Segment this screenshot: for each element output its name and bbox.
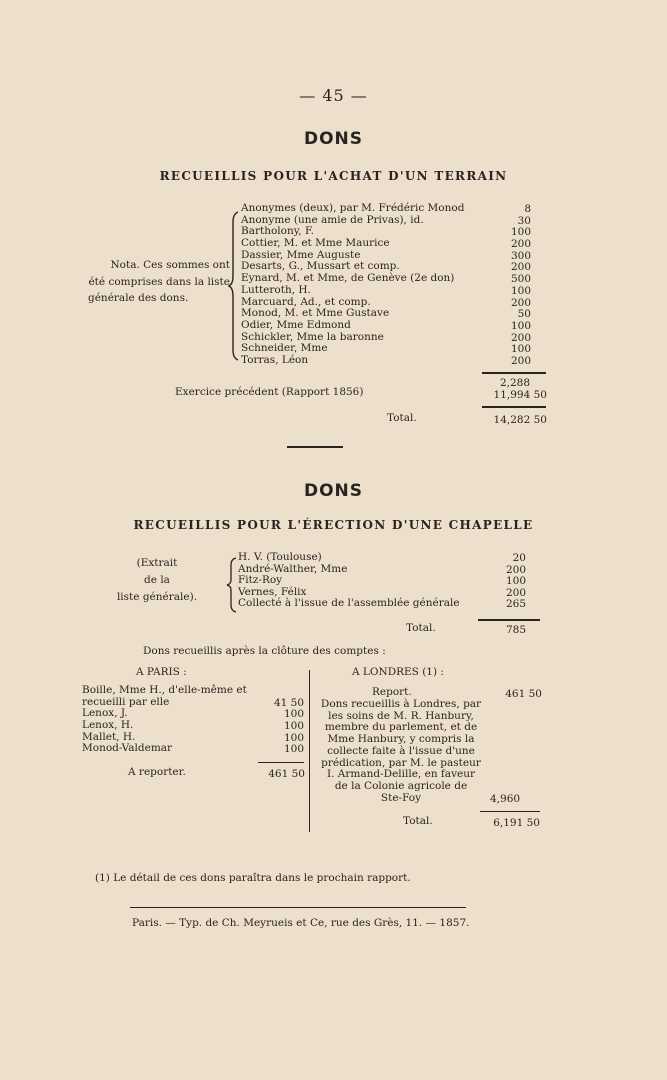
row-amount: 200 [510, 238, 531, 251]
list-row [82, 685, 307, 697]
row-name: Monod, M. et Mme Gustave [241, 307, 390, 320]
section2-title: DONS [303, 481, 364, 501]
london-text-line: collecte faite à l'issue d'une [327, 744, 475, 757]
row-amount: 8 [524, 203, 531, 215]
london-text-line: prédication, par M. le pasteur [321, 756, 481, 769]
row-amount: 50 [517, 308, 531, 321]
row-name: Lenox, H. [82, 719, 134, 732]
row-name: Lenox, J. [82, 707, 128, 720]
row-name: Odier, Mme Edmond [241, 318, 351, 331]
row-amount: 30 [517, 214, 531, 227]
london-amount: 4,960 [490, 793, 521, 805]
extract-line: liste générale). [116, 591, 198, 603]
imprint: Paris. — Typ. de Ch. Meyrueis et Ce, rue des Grès, 11. — 1857. [132, 917, 470, 929]
london-text-line: Ste-Foy [380, 791, 422, 804]
section2-total-rule [478, 619, 540, 621]
row-amount: 100 [283, 708, 304, 721]
section2-subtitle: RECUEILLIS POUR L'ÉRECTION D'UNE CHAPELLE [133, 518, 534, 532]
list-row [241, 355, 551, 367]
row-name: H. V. (Toulouse) [238, 551, 322, 563]
row-name: Anonymes (deux), par M. Frédéric Monod [241, 202, 465, 214]
report-amount: 461 50 [505, 688, 542, 700]
row-amount: 200 [510, 296, 531, 309]
section2-list [238, 552, 528, 610]
section1-title: DONS [303, 129, 364, 149]
row-name: Lutteroth, H. [241, 283, 311, 296]
section1-total-label: Total. [387, 412, 417, 424]
row-amount: 300 [510, 249, 531, 262]
row-name: Anonyme (une amie de Privas), id. [241, 213, 424, 226]
row-amount: 100 [283, 743, 304, 756]
row-name: Torras, Léon [241, 353, 309, 366]
section1-total-amount: 14,282 50 [493, 414, 547, 426]
row-name: Schickler, Mme la baronne [241, 330, 384, 343]
row-amount: 100 [283, 720, 304, 733]
section1-subtotal: 2,288 [499, 377, 530, 389]
row-name: Mallet, H. [82, 730, 136, 743]
london-total-label: Total. [403, 815, 433, 827]
row-amount: 41 50 [273, 696, 304, 709]
section-divider [287, 446, 343, 448]
row-amount: 200 [510, 261, 531, 274]
row-name: Collecté à l'issue de l'assemblée générale [238, 597, 460, 609]
row-amount: 20 [512, 552, 526, 564]
paris-heading: A PARIS : [136, 666, 187, 678]
london-text-line: de la Colonie agricole de [334, 779, 468, 792]
row-amount: 100 [510, 319, 531, 332]
note-line: générale des dons. [88, 292, 189, 304]
list-row [238, 552, 528, 564]
row-amount: 200 [510, 354, 531, 367]
row-amount: 100 [283, 731, 304, 744]
london-text-line: Mme Hanbury, y compris la [327, 733, 475, 746]
row-name: Dassier, Mme Auguste [241, 248, 361, 261]
london-text-line: les soins de M. R. Hanbury, [328, 709, 474, 722]
row-amount: 100 [510, 284, 531, 297]
column-divider [309, 670, 310, 832]
row-name: recueilli par elle [82, 695, 170, 708]
list-row [238, 598, 528, 610]
row-name: Marcuard, Ad., et comp. [241, 295, 371, 308]
row-amount: 200 [510, 331, 531, 344]
note-line: Nota. Ces sommes ont [110, 259, 230, 271]
row-name: Desarts, G., Mussart et comp. [241, 260, 400, 273]
london-text-line: Dons recueillis à Londres, par [320, 698, 482, 710]
row-amount: 100 [505, 575, 526, 587]
paris-list [82, 685, 307, 755]
list-row [82, 743, 307, 755]
previous-amount: 11,994 50 [493, 389, 547, 401]
after-closing-heading: Dons recueillis après la clôture des comptes : [143, 645, 386, 657]
list-row [241, 285, 551, 297]
london-text-line: membre du parlement, et de [324, 721, 478, 734]
section2-total-label: Total. [406, 622, 436, 634]
london-text-line: I. Armand-Delille, en faveur [326, 768, 475, 781]
row-name: Boille, Mme H., d'elle-même et [82, 684, 247, 696]
brace-icon [226, 556, 238, 614]
carry-label: A reporter. [128, 766, 186, 778]
list-row [241, 238, 551, 250]
london-text [316, 699, 486, 804]
section1-list [241, 203, 551, 367]
list-row [82, 720, 307, 732]
row-name: Fitz-Roy [238, 574, 283, 586]
row-amount: 500 [510, 273, 531, 286]
row-name: Bartholony, F. [241, 225, 314, 238]
extract-line: (Extrait [136, 557, 178, 569]
list-row [238, 575, 528, 587]
total-rule [482, 406, 546, 408]
row-amount: 200 [505, 586, 526, 599]
row-amount: 100 [510, 226, 531, 239]
section2-extract [112, 555, 202, 606]
section1-note [88, 257, 230, 307]
report-label: Report. [372, 686, 412, 698]
row-name: Eynard, M. et Mme, de Genève (2e don) [241, 272, 455, 285]
london-total-amount: 6,191 50 [493, 817, 540, 829]
list-row [241, 203, 551, 215]
list-row [241, 320, 551, 332]
section1-subtitle: RECUEILLIS POUR L'ACHAT D'UN TERRAIN [159, 169, 508, 183]
page-number: — 45 — [299, 86, 368, 105]
row-amount: 100 [510, 343, 531, 356]
extract-line: de la [144, 574, 170, 586]
footnote: (1) Le détail de ces dons paraîtra dans le prochain rapport. [95, 872, 411, 884]
footer-rule [130, 907, 466, 908]
carry-rule [258, 762, 304, 763]
row-name: Schneider, Mme [241, 342, 328, 355]
row-name: Cottier, M. et Mme Maurice [241, 237, 390, 250]
note-line: été comprises dans la liste [88, 275, 230, 288]
london-total-rule [480, 811, 540, 812]
section2-total-amount: 785 [505, 624, 526, 636]
carry-amount: 461 50 [268, 768, 305, 780]
row-name: Vernes, Félix [238, 585, 307, 598]
row-amount: 265 [505, 598, 526, 610]
row-name: André-Walther, Mme [238, 562, 348, 575]
row-amount: 200 [505, 563, 526, 576]
row-name: Monod-Valdemar [82, 742, 173, 755]
previous-label: Exercice précédent (Rapport 1856) [175, 386, 364, 398]
subtotal-rule [482, 372, 546, 374]
brace-icon [228, 210, 240, 362]
london-heading: A LONDRES (1) : [352, 666, 444, 678]
